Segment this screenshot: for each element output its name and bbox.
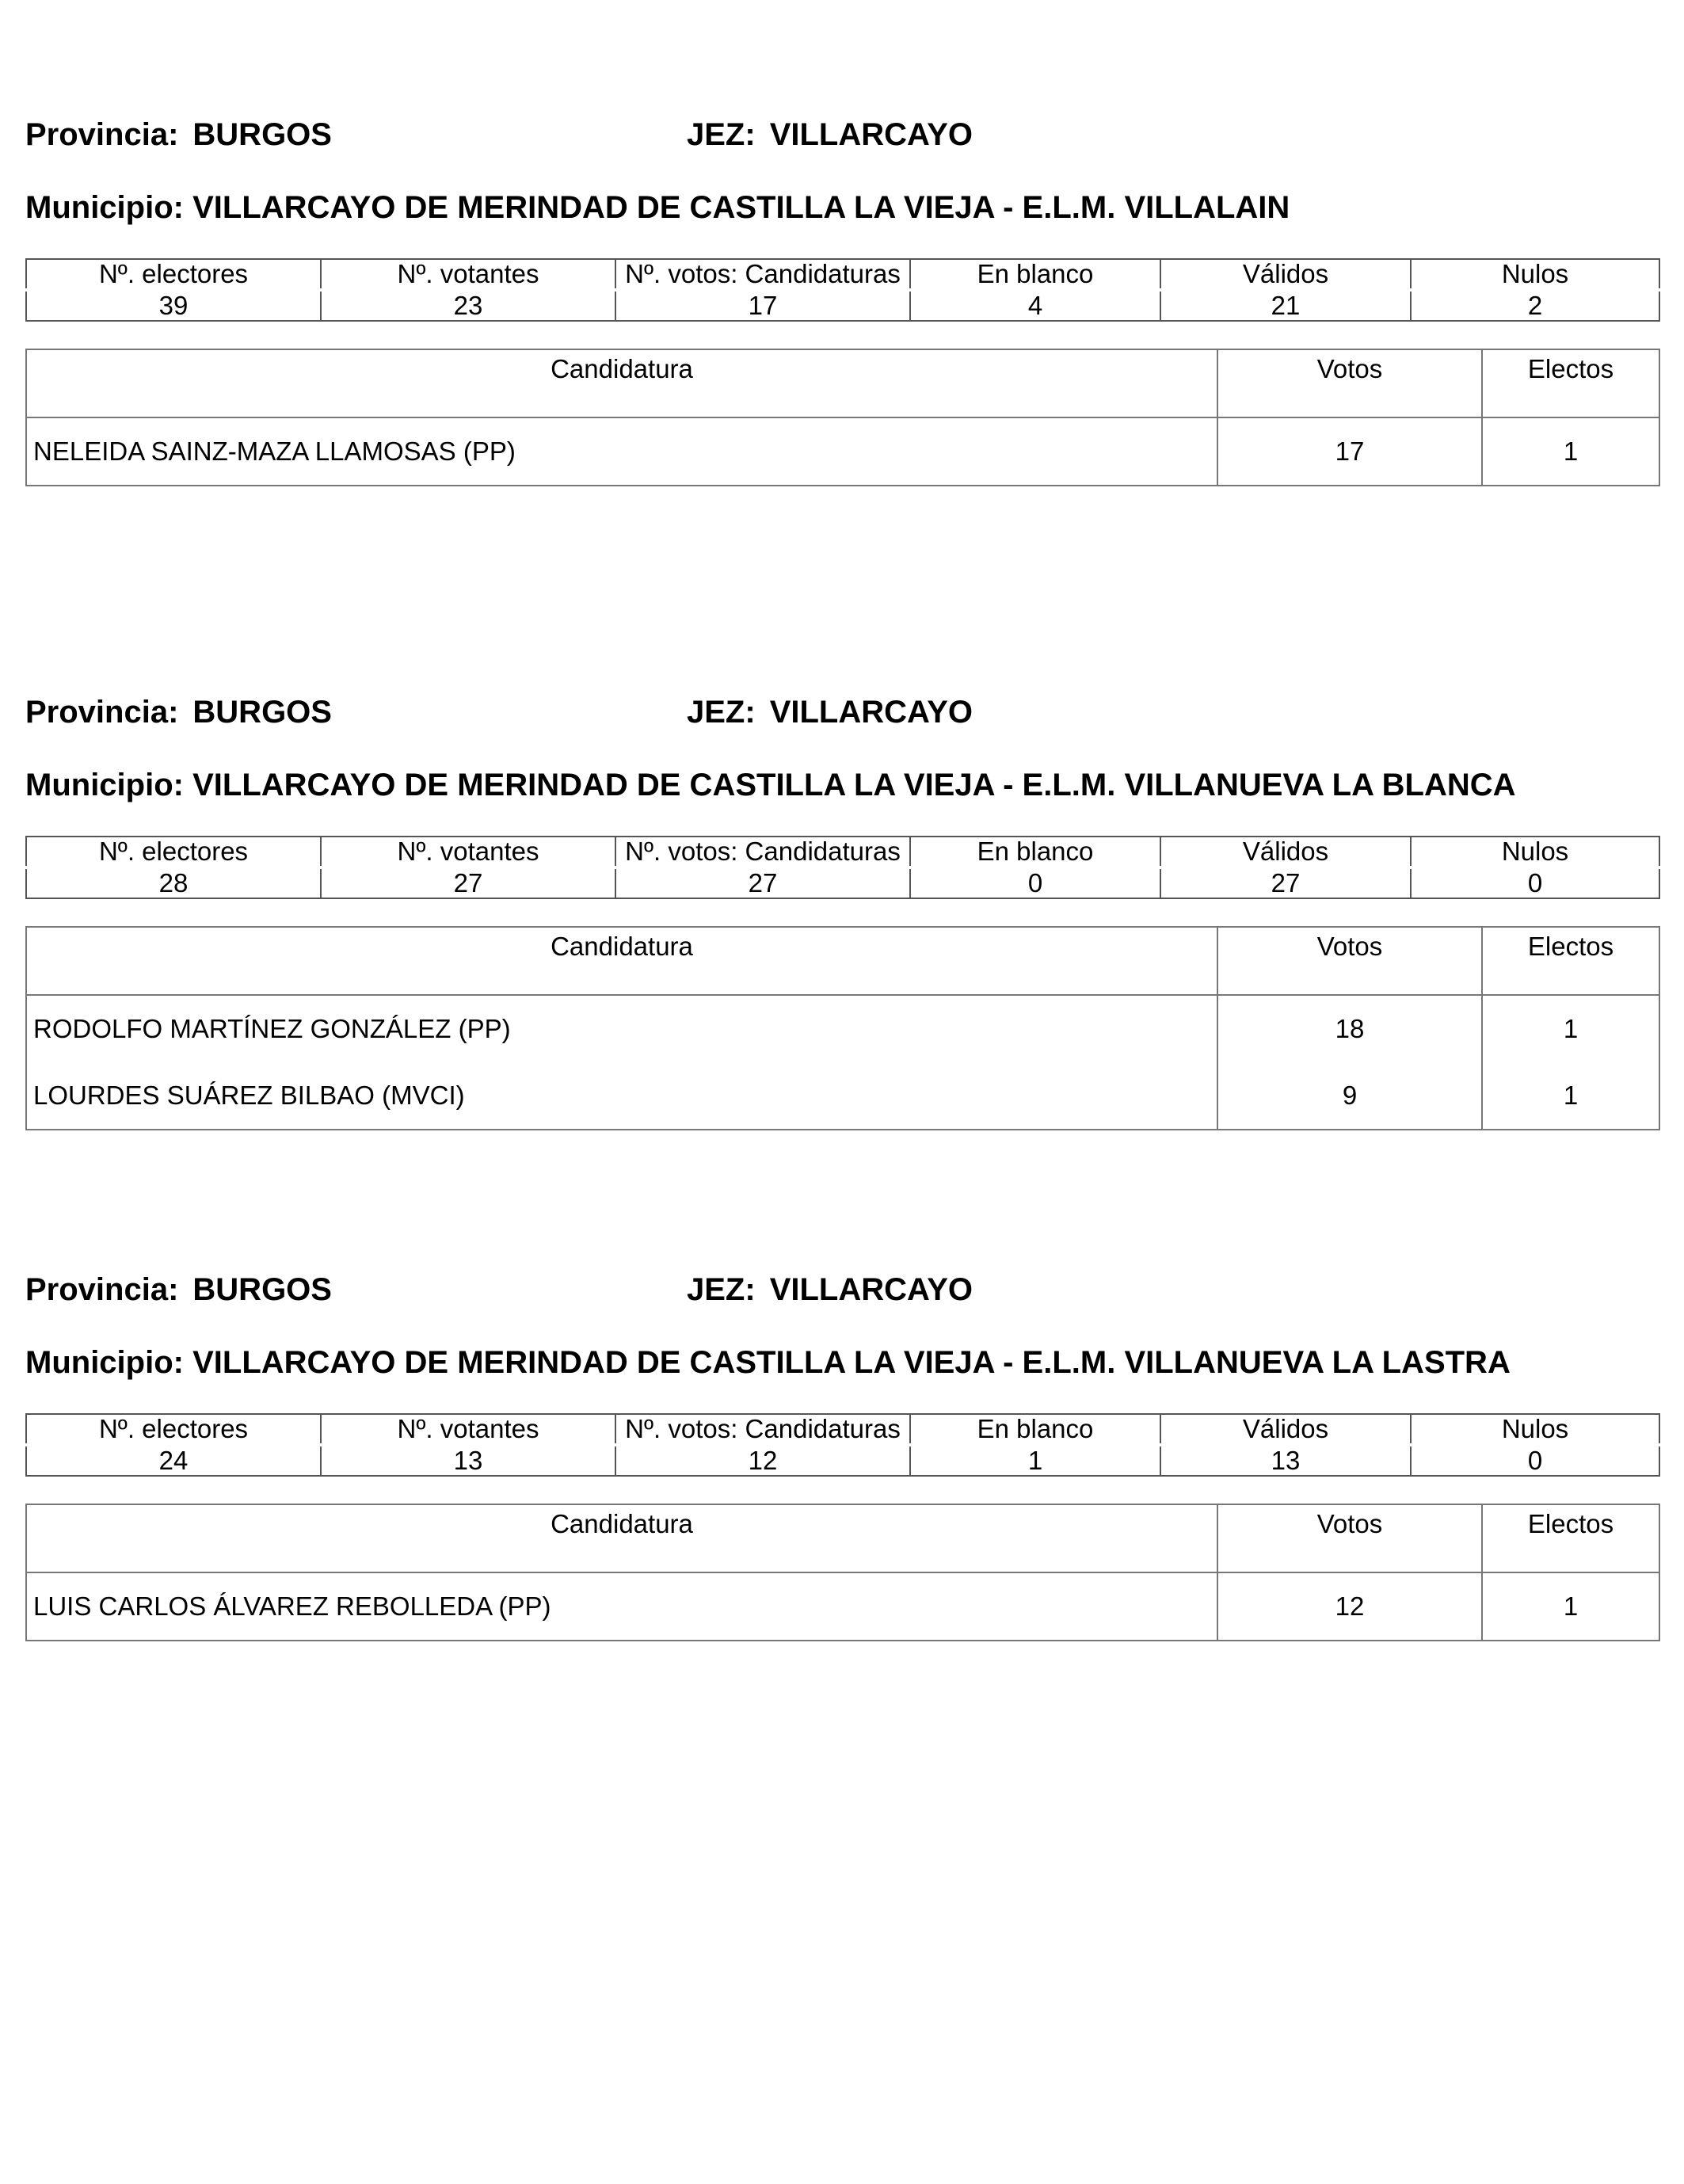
- candidate-name: LOURDES SUÁREZ BILBAO (MVCI): [26, 1062, 1217, 1130]
- result-section-3: [25, 1266, 1659, 1621]
- provincia: [25, 1266, 332, 1313]
- table-row: [26, 995, 1659, 1062]
- candidates-header-electos: Electos: [1482, 349, 1659, 417]
- stats-header-validos: Válidos: [1160, 1414, 1411, 1445]
- candidate-name: NELEIDA SAINZ-MAZA LLAMOSAS (PP): [26, 417, 1217, 486]
- municipio-label: Municipio:: [25, 768, 184, 802]
- stats-table: [25, 1413, 1660, 1477]
- candidates-header-candidatura: Candidatura: [26, 927, 1217, 995]
- stats-value-candidaturas: 12: [615, 1445, 910, 1476]
- stats-header-blanco: En blanco: [910, 1414, 1160, 1445]
- candidate-name: RODOLFO MARTÍNEZ GONZÁLEZ (PP): [26, 995, 1217, 1062]
- jez-value: VILLARCAYO: [769, 695, 973, 730]
- provincia: [25, 688, 332, 736]
- candidates-header-candidatura: Candidatura: [26, 349, 1217, 417]
- candidates-table: [25, 349, 1660, 486]
- stats-table: [25, 258, 1660, 322]
- candidates-header-votos: Votos: [1217, 349, 1482, 417]
- stats-value-validos: 13: [1160, 1445, 1411, 1476]
- jez-value: VILLARCAYO: [769, 1272, 973, 1307]
- stats-header-nulos: Nulos: [1411, 259, 1659, 290]
- candidates-header-votos: Votos: [1217, 927, 1482, 995]
- provincia-label: Provincia:: [25, 695, 179, 730]
- candidate-elected: 1: [1482, 995, 1659, 1062]
- stats-value-row: [26, 867, 1659, 898]
- municipio: [25, 1339, 1511, 1386]
- jez: [687, 111, 973, 158]
- provincia-value: BURGOS: [192, 117, 332, 152]
- candidates-header-candidatura: Candidatura: [26, 1504, 1217, 1572]
- stats-header-electores: Nº. electores: [26, 1414, 321, 1445]
- provincia-value: BURGOS: [192, 695, 332, 730]
- jez: [687, 688, 973, 736]
- stats-header-electores: Nº. electores: [26, 259, 321, 290]
- jez-label: JEZ:: [687, 117, 756, 152]
- stats-header-candidaturas: Nº. votos: Candidaturas: [615, 259, 910, 290]
- header-row: [25, 688, 1659, 736]
- stats-value-votantes: 23: [321, 290, 615, 321]
- stats-value-candidaturas: 17: [615, 290, 910, 321]
- result-section-1: [25, 111, 1659, 466]
- stats-header-validos: Válidos: [1160, 259, 1411, 290]
- candidate-votes: 17: [1217, 417, 1482, 486]
- candidate-elected: 1: [1482, 417, 1659, 486]
- stats-header-validos: Válidos: [1160, 837, 1411, 867]
- stats-value-blanco: 1: [910, 1445, 1160, 1476]
- stats-value-validos: 27: [1160, 867, 1411, 898]
- candidate-elected: 1: [1482, 1572, 1659, 1641]
- stats-value-nulos: 0: [1411, 867, 1659, 898]
- stats-value-electores: 39: [26, 290, 321, 321]
- stats-value-blanco: 4: [910, 290, 1160, 321]
- candidate-elected: 1: [1482, 1062, 1659, 1130]
- stats-value-electores: 24: [26, 1445, 321, 1476]
- stats-header-votantes: Nº. votantes: [321, 837, 615, 867]
- stats-header-nulos: Nulos: [1411, 1414, 1659, 1445]
- stats-value-nulos: 2: [1411, 290, 1659, 321]
- stats-header-votantes: Nº. votantes: [321, 259, 615, 290]
- table-row: [26, 1062, 1659, 1130]
- jez-label: JEZ:: [687, 1272, 756, 1307]
- jez-value: VILLARCAYO: [769, 117, 973, 152]
- candidate-votes: 18: [1217, 995, 1482, 1062]
- stats-value-candidaturas: 27: [615, 867, 910, 898]
- table-row: [26, 417, 1659, 486]
- candidates-table: [25, 1504, 1660, 1641]
- stats-header-votantes: Nº. votantes: [321, 1414, 615, 1445]
- table-row: [26, 1572, 1659, 1641]
- candidate-name: LUIS CARLOS ÁLVAREZ REBOLLEDA (PP): [26, 1572, 1217, 1641]
- municipio-label: Municipio:: [25, 1345, 184, 1380]
- stats-header-candidaturas: Nº. votos: Candidaturas: [615, 1414, 910, 1445]
- candidate-votes: 9: [1217, 1062, 1482, 1130]
- stats-header-row: [26, 1414, 1659, 1445]
- provincia: [25, 111, 332, 158]
- municipio-value: VILLARCAYO DE MERINDAD DE CASTILLA LA VIEJA - E.L.M. VILLANUEVA LA LASTRA: [192, 1345, 1511, 1380]
- stats-header-electores: Nº. electores: [26, 837, 321, 867]
- stats-value-electores: 28: [26, 867, 321, 898]
- stats-value-votantes: 13: [321, 1445, 615, 1476]
- candidate-votes: 12: [1217, 1572, 1482, 1641]
- stats-value-row: [26, 290, 1659, 321]
- jez: [687, 1266, 973, 1313]
- municipio-value: VILLARCAYO DE MERINDAD DE CASTILLA LA VIEJA - E.L.M. VILLANUEVA LA BLANCA: [192, 768, 1516, 802]
- stats-header-blanco: En blanco: [910, 837, 1160, 867]
- candidates-header-electos: Electos: [1482, 1504, 1659, 1572]
- stats-value-nulos: 0: [1411, 1445, 1659, 1476]
- stats-value-votantes: 27: [321, 867, 615, 898]
- provincia-value: BURGOS: [192, 1272, 332, 1307]
- municipio-value: VILLARCAYO DE MERINDAD DE CASTILLA LA VIEJA - E.L.M. VILLALAIN: [192, 190, 1290, 225]
- provincia-label: Provincia:: [25, 1272, 179, 1307]
- stats-table: [25, 836, 1660, 899]
- candidates-table: [25, 926, 1660, 1130]
- result-section-2: [25, 688, 1659, 1110]
- stats-header-row: [26, 837, 1659, 867]
- stats-header-nulos: Nulos: [1411, 837, 1659, 867]
- candidates-header-row: [26, 349, 1659, 417]
- jez-label: JEZ:: [687, 695, 756, 730]
- stats-header-row: [26, 259, 1659, 290]
- municipio-label: Municipio:: [25, 190, 184, 225]
- candidates-header-row: [26, 1504, 1659, 1572]
- stats-header-blanco: En blanco: [910, 259, 1160, 290]
- provincia-label: Provincia:: [25, 117, 179, 152]
- municipio: [25, 184, 1290, 231]
- candidates-header-electos: Electos: [1482, 927, 1659, 995]
- candidates-header-votos: Votos: [1217, 1504, 1482, 1572]
- candidates-header-row: [26, 927, 1659, 995]
- header-row: [25, 1266, 1659, 1313]
- stats-value-row: [26, 1445, 1659, 1476]
- municipio: [25, 761, 1515, 809]
- stats-value-blanco: 0: [910, 867, 1160, 898]
- stats-header-candidaturas: Nº. votos: Candidaturas: [615, 837, 910, 867]
- stats-value-validos: 21: [1160, 290, 1411, 321]
- header-row: [25, 111, 1659, 158]
